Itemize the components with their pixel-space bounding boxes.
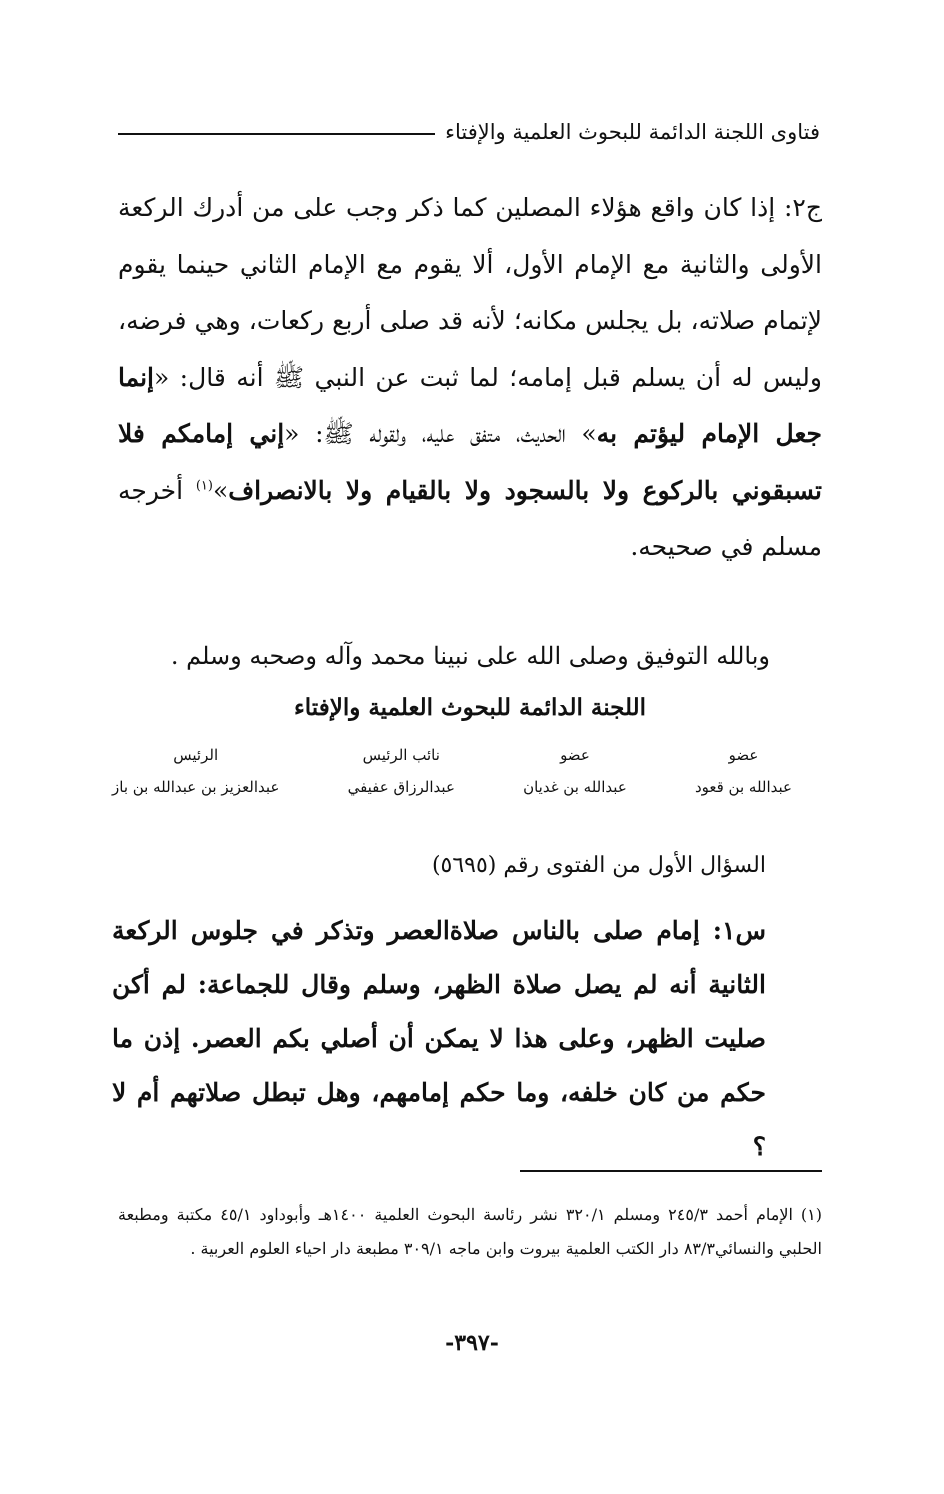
signature-vice-president (348, 740, 455, 804)
answer-text-1: إذا كان واقع هؤلاء المصلين كما ذكر وجب على من أدرك الركعة الأولى والثانية مع الإمام الأول، ألا يقوم مع الإمام الثاني حينما يقوم لإتمام صلاته، بل يجلس مكانه؛ لأنه قد صلى أربع ركعات، وهي فرضه، وليس له أن يسلم قبل إمامه؛ لما ثبت عن النبي ﷺ أنه قال: « (118, 193, 822, 392)
page-number: -٣٩٧- (445, 1330, 499, 1356)
signatures-block (112, 740, 792, 804)
hadith-quote-2: إني إمامكم فلا تسبقوني بالركوع ولا بالسجود ولا بالقيام ولا بالانصراف (118, 419, 822, 505)
running-header (118, 112, 820, 152)
closing-line: وبالله التوفيق وصلى الله على نبينا محمد وآله وصحبه وسلم . (170, 642, 770, 670)
answer-text-3: » (212, 475, 229, 505)
signature-name: عبدالعزيز بن عبدالله بن باز (112, 778, 280, 796)
signature-name: عبدالله بن غديان (523, 778, 627, 796)
question-paragraph: س١: إمام صلى بالناس صلاةالعصر وتذكر في جلوس الركعة الثانية أنه لم يصل صلاة الظهر، وسلم وقال للجماعة: لم أكن صليت الظهر، وعلى هذا لا يمكن أن أصلي بكم العصر. إذن ما حكم من كان خلفه، وما حكم إمامهم، وهل تبطل صلاتهم أم لا ؟ (112, 916, 767, 1161)
signature-name: عبدالله بن قعود (694, 778, 792, 796)
hadith-quote-1: إنما جعل الإمام ليؤتم به (118, 362, 822, 448)
committee-title: اللجنة الدائمة للبحوث العلمية والإفتاء (293, 694, 647, 721)
footnote-rule (520, 1170, 822, 1172)
signature-role: عضو (728, 746, 759, 764)
answer-paragraph (118, 180, 822, 576)
signature-role: الرئيس (173, 746, 219, 764)
signature-member-1 (695, 740, 792, 804)
footnote: (١) الإمام أحمد ٢٤٥/٣ ومسلم ٣٢٠/١ نشر رئاسة البحوث العلمية ١٤٠٠هـ وأبوداود ٤٥/١ مكتبة ومطبعة الحلبي والنسائي٨٣/٣ دار الكتب العلمية بيروت وابن ماجه ٣٠٩/١ مطبعة دار احياء العلوم العربية . (118, 1205, 823, 1258)
running-header-title: فتاوى اللجنة الدائمة للبحوث العلمية والإفتاء (445, 120, 820, 144)
answer-text-4: أخرجه مسلم في صحيحه. (118, 475, 822, 561)
footnote-marker: (١) (195, 478, 213, 494)
signature-role: عضو (560, 746, 590, 764)
question-heading: السؤال الأول من الفتوى رقم (٥٦٩٥) (431, 853, 766, 878)
answer-prefix: ج٢: (775, 193, 822, 222)
signature-name: عبدالرزاق عفيفي (347, 778, 455, 796)
signature-member-2 (523, 740, 627, 804)
answer-text-2: » الحديث، متفق عليه، ولقوله ﷺ: « (284, 419, 597, 448)
header-rule (118, 133, 435, 135)
signature-president (112, 740, 279, 804)
signature-role: نائب الرئيس (362, 746, 440, 764)
